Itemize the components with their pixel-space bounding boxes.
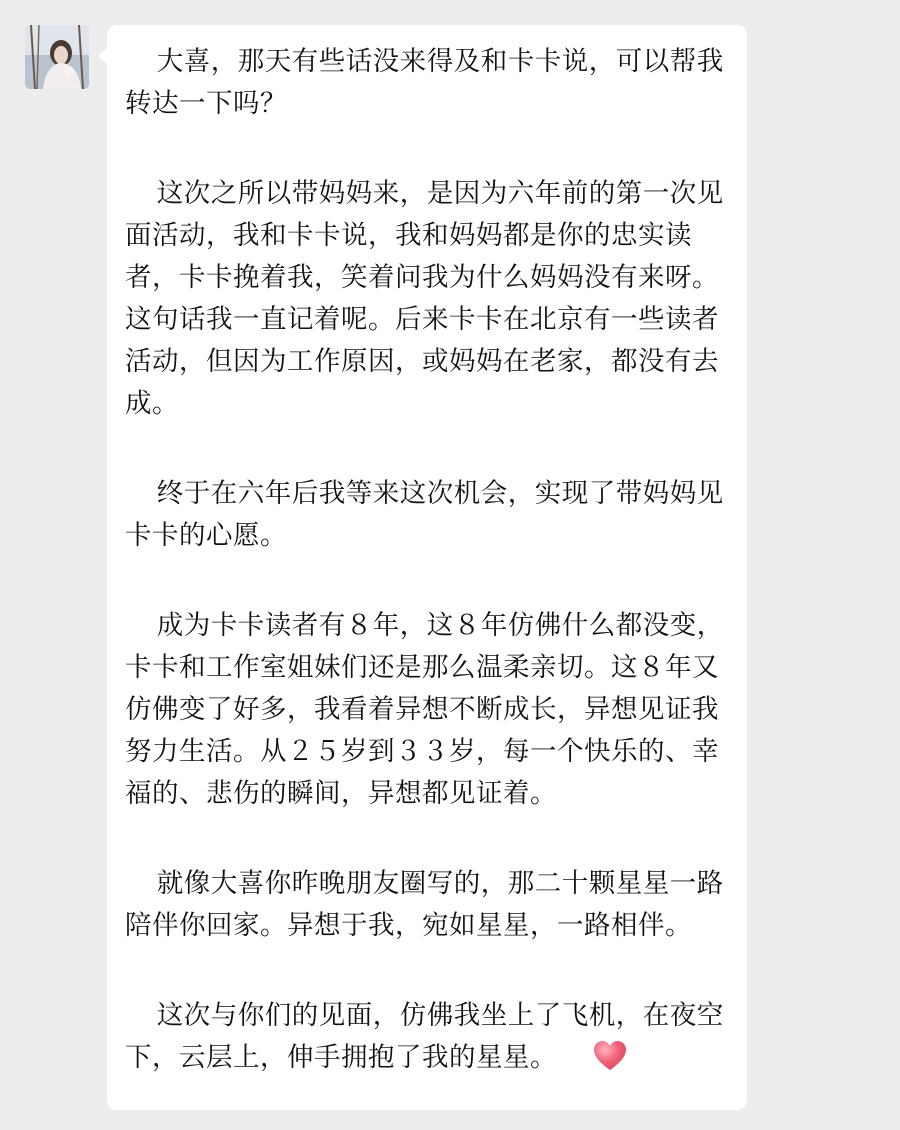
message-paragraph-6-text: 这次与你们的见面，仿佛我坐上了飞机，在夜空下，云层上，伸手拥抱了我的星星。 [125, 1000, 724, 1073]
message-paragraph-1: 大喜，那天有些话没来得及和卡卡说，可以帮我转达一下吗？ [125, 46, 724, 119]
heart-icon [561, 1040, 627, 1085]
message-paragraph-4: 成为卡卡读者有８年，这８年仿佛什么都没变，卡卡和工作室姐妹们还是那么温柔亲切。这８年又仿佛变了好多，我看着异想不断成长，异想见证我努力生活。从２５岁到３３岁，每一个快乐的、幸福的、悲伤的瞬间，异想都见证着。 [125, 610, 724, 809]
message-paragraph-6 [125, 995, 729, 1085]
avatar[interactable] [25, 25, 89, 89]
message-bubble[interactable] [107, 25, 747, 1110]
message-paragraph-3: 终于在六年后我等来这次机会，实现了带妈妈见卡卡的心愿。 [125, 478, 724, 551]
avatar-image [25, 25, 89, 89]
message-paragraph-5: 就像大喜你昨晚朋友圈写的，那二十颗星星一路陪伴你回家。异想于我，宛如星星，一路相伴。 [125, 868, 724, 941]
message-paragraph-2: 这次之所以带妈妈来，是因为六年前的第一次见面活动，我和卡卡说，我和妈妈都是你的忠实读者，卡卡挽着我，笑着问我为什么妈妈没有来呀。这句话我一直记着呢。后来卡卡在北京有一些读者活动，但因为工作原因，或妈妈在老家，都没有去成。 [125, 178, 724, 419]
